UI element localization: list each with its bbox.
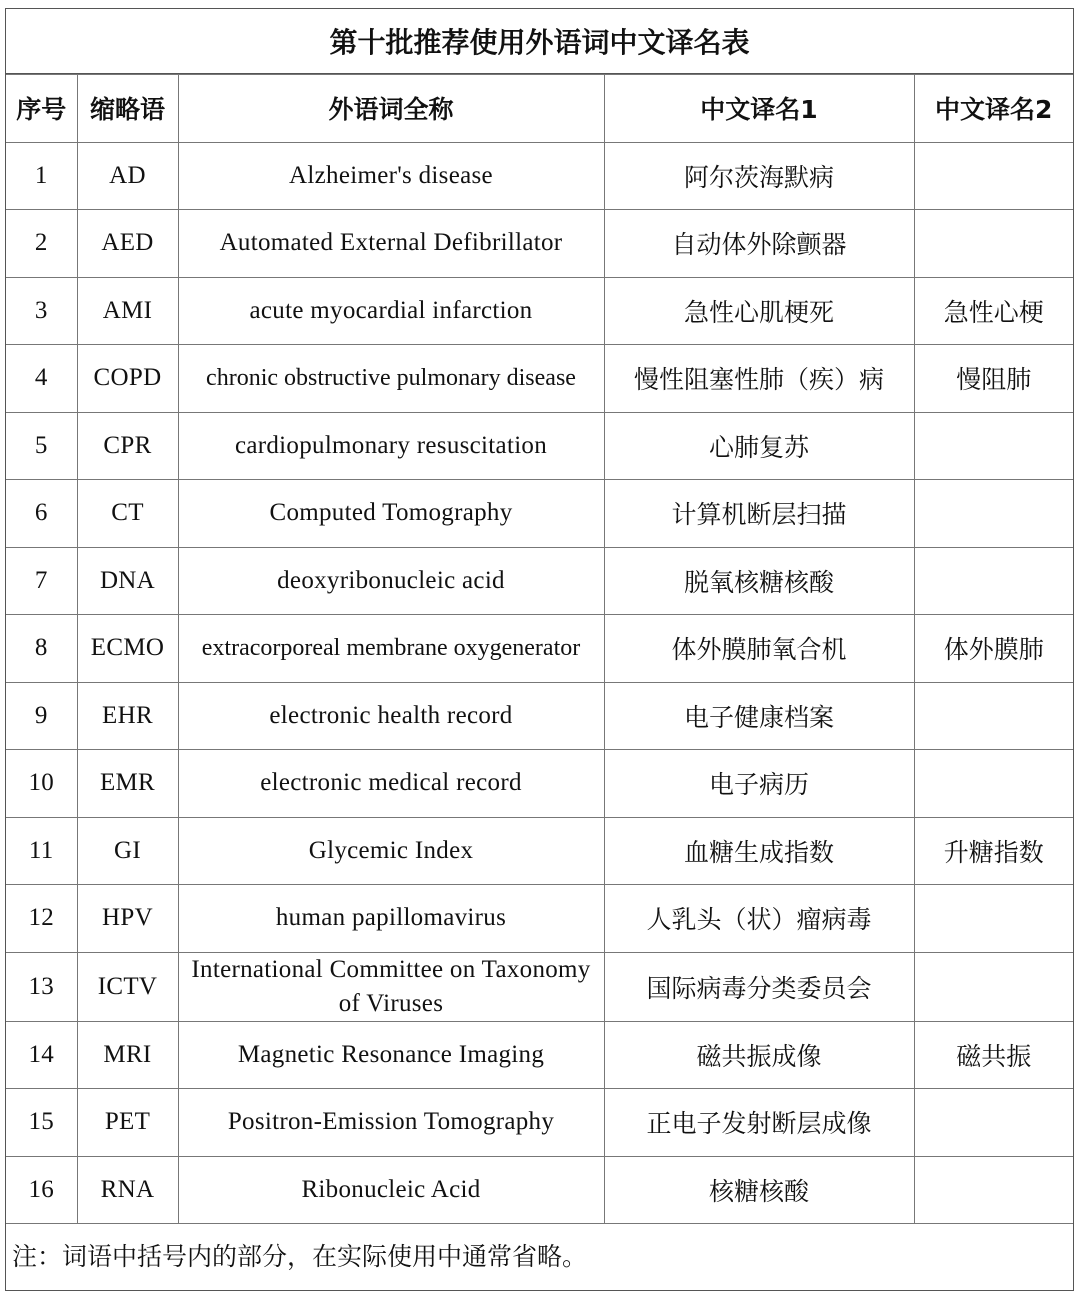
row-index: 1 bbox=[6, 142, 77, 210]
row-abbreviation: GI bbox=[77, 817, 178, 885]
row-abbreviation: AMI bbox=[77, 277, 178, 345]
row-chinese-name-2 bbox=[914, 1089, 1073, 1157]
row-index: 2 bbox=[6, 210, 77, 278]
row-full-name: Magnetic Resonance Imaging bbox=[178, 1021, 604, 1089]
row-index: 9 bbox=[6, 682, 77, 750]
row-chinese-name-2 bbox=[914, 682, 1073, 750]
row-chinese-name-2: 磁共振 bbox=[914, 1021, 1073, 1089]
header-row bbox=[6, 75, 1073, 143]
row-chinese-name-2: 体外膜肺 bbox=[914, 615, 1073, 683]
row-abbreviation: AED bbox=[77, 210, 178, 278]
table-row bbox=[6, 1089, 1073, 1157]
row-chinese-name-1: 磁共振成像 bbox=[604, 1021, 914, 1089]
row-index: 14 bbox=[6, 1021, 77, 1089]
row-full-name: Ribonucleic Acid bbox=[178, 1156, 604, 1224]
table-row bbox=[6, 210, 1073, 278]
glossary-sheet bbox=[5, 8, 1074, 1291]
row-abbreviation: MRI bbox=[77, 1021, 178, 1089]
table-row bbox=[6, 1021, 1073, 1089]
row-index: 3 bbox=[6, 277, 77, 345]
row-full-name: acute myocardial infarction bbox=[178, 277, 604, 345]
row-full-name: electronic health record bbox=[178, 682, 604, 750]
row-chinese-name-1: 阿尔茨海默病 bbox=[604, 142, 914, 210]
row-index: 15 bbox=[6, 1089, 77, 1157]
row-index: 11 bbox=[6, 817, 77, 885]
row-full-name: Positron-Emission Tomography bbox=[178, 1089, 604, 1157]
row-chinese-name-2 bbox=[914, 547, 1073, 615]
row-abbreviation: ECMO bbox=[77, 615, 178, 683]
row-chinese-name-1: 血糖生成指数 bbox=[604, 817, 914, 885]
table-row bbox=[6, 750, 1073, 818]
table-row bbox=[6, 547, 1073, 615]
row-index: 10 bbox=[6, 750, 77, 818]
row-chinese-name-1: 急性心肌梗死 bbox=[604, 277, 914, 345]
table-row bbox=[6, 1156, 1073, 1224]
row-abbreviation: CT bbox=[77, 480, 178, 548]
row-chinese-name-1: 人乳头（状）瘤病毒 bbox=[604, 885, 914, 953]
row-full-name: cardiopulmonary resuscitation bbox=[178, 412, 604, 480]
row-abbreviation: DNA bbox=[77, 547, 178, 615]
row-chinese-name-1: 电子健康档案 bbox=[604, 682, 914, 750]
row-abbreviation: COPD bbox=[77, 345, 178, 413]
glossary-table bbox=[6, 74, 1073, 1224]
row-chinese-name-2 bbox=[914, 480, 1073, 548]
row-abbreviation: ICTV bbox=[77, 952, 178, 1021]
row-chinese-name-1: 电子病历 bbox=[604, 750, 914, 818]
row-chinese-name-1: 核糖核酸 bbox=[604, 1156, 914, 1224]
header-index: 序号 bbox=[6, 75, 77, 143]
row-index: 13 bbox=[6, 952, 77, 1021]
row-index: 16 bbox=[6, 1156, 77, 1224]
table-row bbox=[6, 142, 1073, 210]
row-index: 4 bbox=[6, 345, 77, 413]
header-chinese-name-1: 中文译名1 bbox=[604, 75, 914, 143]
table-row bbox=[6, 615, 1073, 683]
row-full-name: Alzheimer's disease bbox=[178, 142, 604, 210]
row-abbreviation: RNA bbox=[77, 1156, 178, 1224]
row-full-name: International Committee on Taxonomy of Viruses bbox=[178, 952, 604, 1021]
row-chinese-name-2: 慢阻肺 bbox=[914, 345, 1073, 413]
row-abbreviation: CPR bbox=[77, 412, 178, 480]
row-index: 6 bbox=[6, 480, 77, 548]
row-chinese-name-1: 体外膜肺氧合机 bbox=[604, 615, 914, 683]
table-row bbox=[6, 817, 1073, 885]
row-full-name: Automated External Defibrillator bbox=[178, 210, 604, 278]
row-full-name: electronic medical record bbox=[178, 750, 604, 818]
row-chinese-name-2 bbox=[914, 952, 1073, 1021]
row-abbreviation: AD bbox=[77, 142, 178, 210]
row-chinese-name-2 bbox=[914, 142, 1073, 210]
row-abbreviation: HPV bbox=[77, 885, 178, 953]
table-row bbox=[6, 885, 1073, 953]
row-index: 5 bbox=[6, 412, 77, 480]
row-index: 7 bbox=[6, 547, 77, 615]
row-chinese-name-2 bbox=[914, 412, 1073, 480]
row-full-name: deoxyribonucleic acid bbox=[178, 547, 604, 615]
row-abbreviation: EHR bbox=[77, 682, 178, 750]
row-chinese-name-1: 脱氧核糖核酸 bbox=[604, 547, 914, 615]
row-chinese-name-1: 心肺复苏 bbox=[604, 412, 914, 480]
row-full-name: chronic obstructive pulmonary disease bbox=[178, 345, 604, 413]
row-chinese-name-2 bbox=[914, 1156, 1073, 1224]
row-chinese-name-1: 正电子发射断层成像 bbox=[604, 1089, 914, 1157]
row-chinese-name-1: 国际病毒分类委员会 bbox=[604, 952, 914, 1021]
row-chinese-name-2 bbox=[914, 885, 1073, 953]
row-chinese-name-1: 计算机断层扫描 bbox=[604, 480, 914, 548]
row-full-name: Computed Tomography bbox=[178, 480, 604, 548]
row-chinese-name-2: 升糖指数 bbox=[914, 817, 1073, 885]
table-title: 第十批推荐使用外语词中文译名表 bbox=[6, 9, 1073, 74]
header-abbreviation: 缩略语 bbox=[77, 75, 178, 143]
row-chinese-name-2: 急性心梗 bbox=[914, 277, 1073, 345]
row-chinese-name-1: 自动体外除颤器 bbox=[604, 210, 914, 278]
row-full-name: human papillomavirus bbox=[178, 885, 604, 953]
table-row bbox=[6, 345, 1073, 413]
table-row bbox=[6, 682, 1073, 750]
row-full-name: Glycemic Index bbox=[178, 817, 604, 885]
header-full-name: 外语词全称 bbox=[178, 75, 604, 143]
row-index: 12 bbox=[6, 885, 77, 953]
table-row bbox=[6, 480, 1073, 548]
row-chinese-name-2 bbox=[914, 210, 1073, 278]
table-row bbox=[6, 277, 1073, 345]
footnote: 注：词语中括号内的部分，在实际使用中通常省略。 bbox=[12, 1242, 588, 1271]
row-chinese-name-1: 慢性阻塞性肺（疾）病 bbox=[604, 345, 914, 413]
row-index: 8 bbox=[6, 615, 77, 683]
table-row bbox=[6, 412, 1073, 480]
table-row bbox=[6, 952, 1073, 1021]
row-abbreviation: EMR bbox=[77, 750, 178, 818]
row-abbreviation: PET bbox=[77, 1089, 178, 1157]
header-chinese-name-2: 中文译名2 bbox=[914, 75, 1073, 143]
row-full-name: extracorporeal membrane oxygenerator bbox=[178, 615, 604, 683]
row-chinese-name-2 bbox=[914, 750, 1073, 818]
